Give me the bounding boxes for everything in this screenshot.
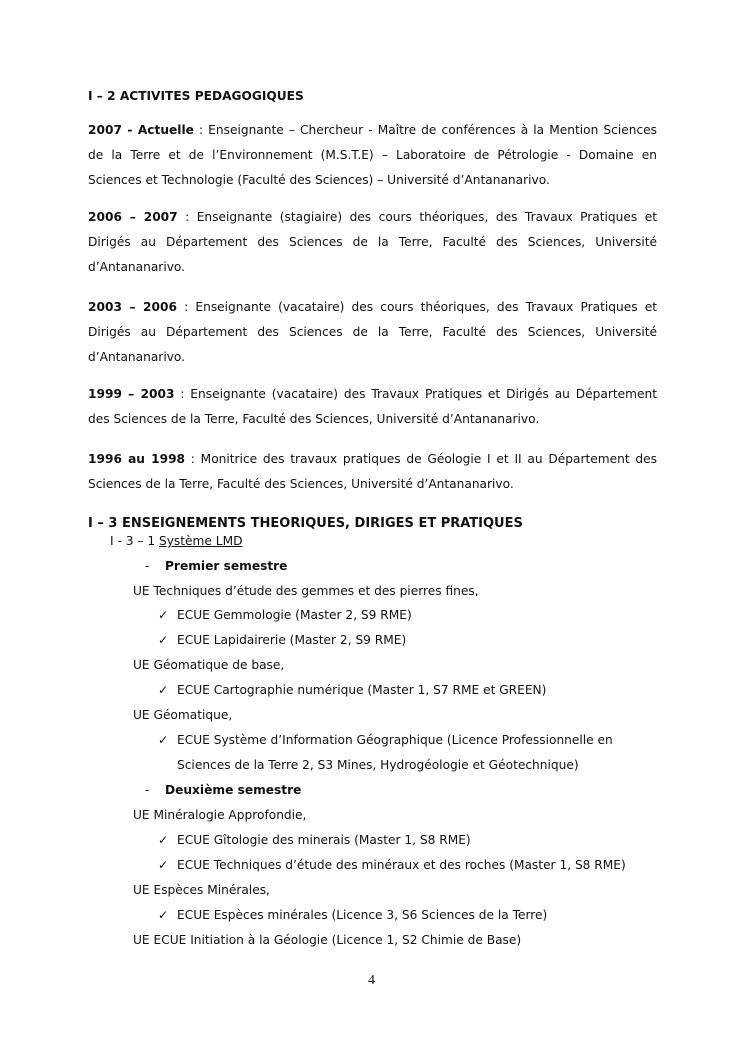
dash-bullet: - xyxy=(145,783,150,797)
page-number: 4 xyxy=(368,973,375,988)
ecue-item: ✓ ECUE Système d’Information Géographique (Licence Professionnelle en xyxy=(177,733,613,747)
entry-text: : Enseignante (vacataire) des Travaux Pratiques et Dirigés au Département des Sciences de la Terre, Faculté des Sciences, Université d’Antananarivo. xyxy=(88,387,658,426)
activity-entry xyxy=(88,382,657,432)
subsection-title: Système LMD xyxy=(158,534,243,548)
activity-entry xyxy=(88,447,657,497)
ecue-item-continuation: Sciences de la Terre 2, S3 Mines, Hydrogéologie et Géotechnique) xyxy=(177,758,579,772)
activity-entry xyxy=(88,205,657,280)
activity-entry xyxy=(88,118,657,193)
ecue-item: ✓ ECUE Gîtologie des minerais (Master 1, S8 RME) xyxy=(177,833,471,847)
entry-period: 1999 – 2003 xyxy=(88,387,175,401)
ue-item: UE Espèces Minérales, xyxy=(133,883,270,897)
semester-heading: Deuxième semestre xyxy=(165,783,302,797)
ue-item: UE Géomatique, xyxy=(133,708,233,722)
entry-text: : Monitrice des travaux pratiques de Géologie I et II au Département des Sciences de la Terre, Faculté des Sciences, Université d’Antananarivo. xyxy=(88,452,657,491)
ue-item: UE ECUE Initiation à la Géologie (Licence 1, S2 Chimie de Base) xyxy=(133,933,522,947)
entry-period: 2006 – 2007 xyxy=(88,210,178,224)
dash-bullet: - xyxy=(145,559,150,573)
ue-item: UE Géomatique de base, xyxy=(133,658,285,672)
entry-text: : Enseignante (vacataire) des cours théoriques, des Travaux Pratiques et Dirigés au Département des Sciences de la Terre, Faculté des Sciences, Université d’Antananarivo. xyxy=(88,300,657,364)
section-heading-activites: I – 2 ACTIVITES PEDAGOGIQUES xyxy=(88,89,304,103)
ue-item: UE Techniques d’étude des gemmes et des pierres fines, xyxy=(133,584,479,598)
ecue-item: ✓ ECUE Techniques d’étude des minéraux et des roches (Master 1, S8 RME) xyxy=(177,858,626,872)
entry-text: : Enseignante – Chercheur - Maître de conférences à la Mention Sciences de la Terre et de l’Environnement (M.S.T.E) – Laboratoire de Pétrologie - Domaine en Sciences et Technologie (Faculté des Sciences) – Université d’Antananarivo. xyxy=(88,123,657,187)
ecue-item: ✓ ECUE Espèces minérales (Licence 3, S6 Sciences de la Terre) xyxy=(177,908,547,922)
ue-item: UE Minéralogie Approfondie, xyxy=(133,808,307,822)
ecue-item: ✓ ECUE Lapidairerie (Master 2, S9 RME) xyxy=(177,633,406,647)
subsection-heading xyxy=(110,534,242,548)
semester-heading: Premier semestre xyxy=(165,559,288,573)
activity-entry xyxy=(88,295,657,370)
section-heading-enseignements: I – 3 ENSEIGNEMENTS THEORIQUES, DIRIGES ET PRATIQUES xyxy=(88,516,523,531)
ecue-item: ✓ ECUE Gemmologie (Master 2, S9 RME) xyxy=(177,608,412,622)
ecue-item: ✓ ECUE Cartographie numérique (Master 1, S7 RME et GREEN) xyxy=(177,683,546,697)
entry-period: 2007 - Actuelle xyxy=(88,123,194,137)
entry-text: : Enseignante (stagiaire) des cours théoriques, des Travaux Pratiques et Dirigés au Département des Sciences de la Terre, Faculté des Sciences, Université d’Antananarivo. xyxy=(88,210,658,274)
entry-period: 1996 au 1998 xyxy=(88,452,186,466)
entry-period: 2003 – 2006 xyxy=(88,300,177,314)
subsection-number: I - 3 – 1 xyxy=(110,534,159,548)
